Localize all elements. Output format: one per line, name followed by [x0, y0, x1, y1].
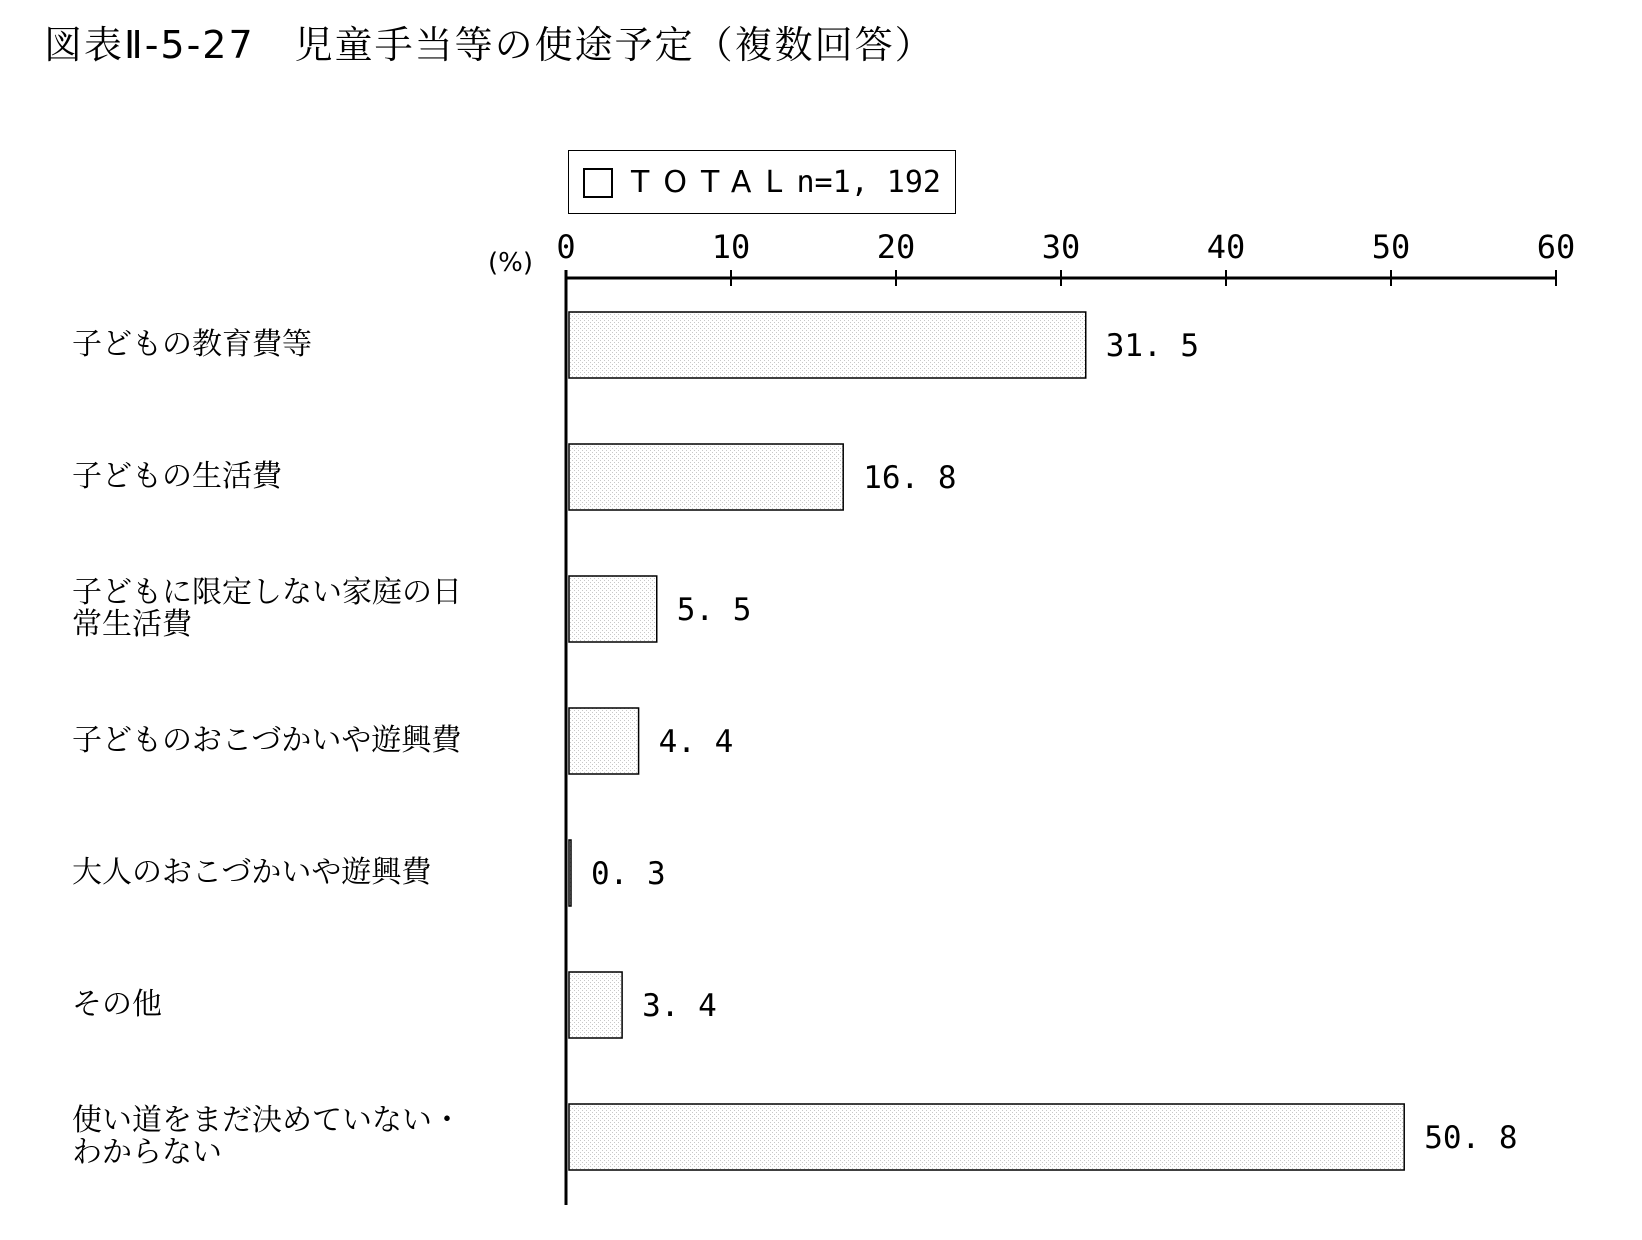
category-label-line: 子どものおこづかいや遊興費	[72, 723, 462, 758]
x-tick-label: 60	[1536, 228, 1576, 266]
axis-unit-label: (%)	[488, 248, 533, 278]
x-tick-label: 20	[876, 228, 916, 266]
bar	[569, 708, 639, 774]
category-label-line: 子どもに限定しない家庭の日	[72, 575, 462, 610]
x-tick-label: 0	[556, 228, 576, 266]
bar	[569, 972, 622, 1038]
category-label-line: その他	[72, 987, 162, 1022]
bar-value-label: 5. 5	[676, 592, 752, 628]
bar-value-label: 4. 4	[658, 724, 734, 760]
category-label-line: 子どもの教育費等	[72, 327, 312, 362]
bar	[569, 1104, 1404, 1170]
bar-value-label: 16. 8	[863, 460, 957, 496]
legend-series-label: TOTAL	[631, 165, 797, 200]
bar	[569, 840, 571, 906]
category-label-line: 大人のおこづかいや遊興費	[72, 855, 432, 890]
bar-value-label: 0. 3	[591, 856, 666, 892]
x-tick-label: 30	[1041, 228, 1081, 266]
bar-value-label: 3. 4	[642, 988, 717, 1024]
legend-sample-size: n=1, 192	[796, 165, 941, 200]
bar-value-label: 31. 5	[1105, 328, 1200, 364]
x-tick-label: 10	[711, 228, 751, 266]
category-label-line: 子どもの生活費	[72, 459, 282, 494]
bar-value-label: 50. 8	[1424, 1120, 1518, 1156]
bar	[569, 444, 843, 510]
x-tick-label: 40	[1206, 228, 1246, 266]
category-label-line: わからない	[72, 1135, 222, 1170]
bar	[569, 576, 657, 642]
chart-title: 図表Ⅱ-5-27 児童手当等の使途予定（複数回答）	[44, 23, 935, 67]
category-label-line: 使い道をまだ決めていない・	[72, 1103, 462, 1138]
bar	[569, 312, 1086, 378]
x-tick-label: 50	[1371, 228, 1411, 266]
category-label-line: 常生活費	[72, 607, 192, 642]
